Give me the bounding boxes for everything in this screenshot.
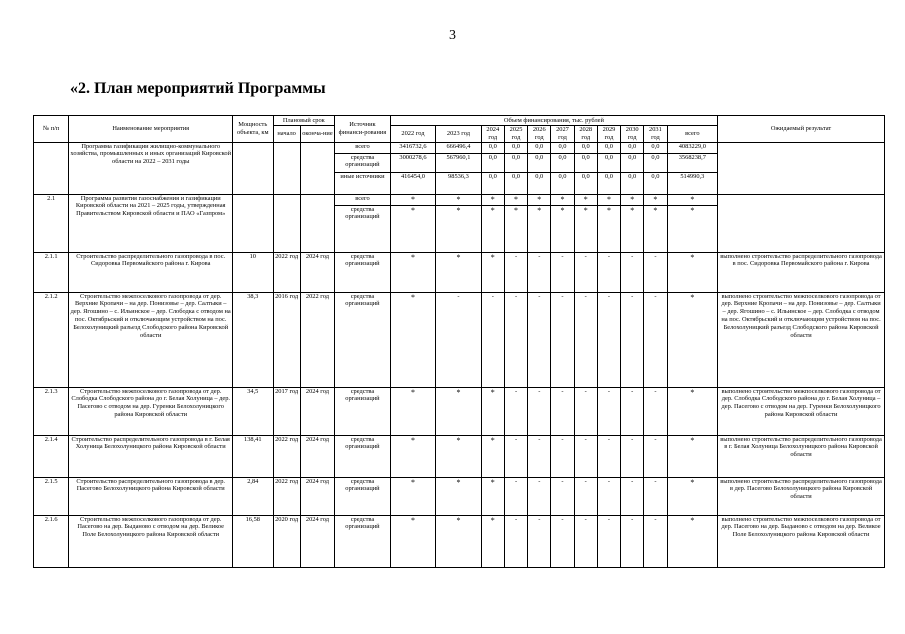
row-start: 2022 год xyxy=(273,477,300,515)
row-capacity xyxy=(233,142,273,194)
funding-value: - xyxy=(504,387,527,435)
row-source: средства организаций xyxy=(335,292,391,387)
funding-value: 0,0 xyxy=(621,172,644,194)
funding-value: - xyxy=(597,477,620,515)
funding-value: * xyxy=(481,194,504,205)
row-source: иные источники xyxy=(335,172,391,194)
funding-value: - xyxy=(504,515,527,567)
funding-value: 0,0 xyxy=(574,142,597,153)
funding-value: * xyxy=(551,194,574,205)
funding-value: * xyxy=(481,387,504,435)
funding-value: - xyxy=(597,515,620,567)
funding-value: - xyxy=(504,252,527,292)
funding-value: * xyxy=(621,194,644,205)
funding-value: * xyxy=(390,477,435,515)
header-end: оконча-ние xyxy=(300,126,334,143)
funding-value: - xyxy=(551,435,574,477)
header-capacity: Мощность объекта, км xyxy=(233,116,273,143)
funding-value: * xyxy=(667,194,718,205)
row-end: 2024 год xyxy=(300,515,334,567)
row-number: 2.1.2 xyxy=(34,292,69,387)
funding-value: - xyxy=(621,477,644,515)
row-capacity: 2,84 xyxy=(233,477,273,515)
funding-value: 0,0 xyxy=(528,172,551,194)
row-capacity: 16,58 xyxy=(233,515,273,567)
row-capacity: 34,5 xyxy=(233,387,273,435)
funding-value: - xyxy=(644,252,667,292)
funding-value: * xyxy=(644,205,667,252)
row-end: 2024 год xyxy=(300,435,334,477)
row-source: всего xyxy=(335,194,391,205)
funding-value: * xyxy=(667,292,718,387)
funding-value: 0,0 xyxy=(574,153,597,172)
funding-value: 0,0 xyxy=(597,172,620,194)
row-name: Строительство межпоселкового газопровода от дер. Пасегово на дер. Быданово с отводом на дер. Великое Поле Белохолуницкого района Кировской области xyxy=(69,515,233,567)
row-number xyxy=(34,142,69,194)
row-capacity: 138,41 xyxy=(233,435,273,477)
header-source: Источник финанси-рования xyxy=(335,116,391,143)
funding-value: * xyxy=(667,477,718,515)
funding-value: 0,0 xyxy=(481,172,504,194)
funding-value: - xyxy=(574,477,597,515)
row-end xyxy=(300,194,334,252)
funding-value: * xyxy=(481,205,504,252)
funding-value: 0,0 xyxy=(504,153,527,172)
row-source: средства организаций xyxy=(335,477,391,515)
header-start: начало xyxy=(273,126,300,143)
row-result: выполнено строительство межпоселкового газопровода от дер. Верхние Кропачи – на дер. Понизовье – дер. Салтыки – дер. Ягошино – с. Ильинское – дер. Слободка с отводом на пос. Октябрьский и отключающим устройством на пос. Белохолуницкий разъезд Слободского района Кировской области xyxy=(718,292,885,387)
row-number: 2.1 xyxy=(34,194,69,252)
funding-value: 0,0 xyxy=(504,142,527,153)
funding-value: - xyxy=(436,292,481,387)
header-num: № п/п xyxy=(34,116,69,143)
funding-value: - xyxy=(528,387,551,435)
funding-value: - xyxy=(528,252,551,292)
funding-value: * xyxy=(390,515,435,567)
row-source: средства организаций xyxy=(335,515,391,567)
funding-value: 3568238,7 xyxy=(667,153,718,172)
funding-value: - xyxy=(551,292,574,387)
funding-value: * xyxy=(481,252,504,292)
funding-value: - xyxy=(574,252,597,292)
funding-value: * xyxy=(481,515,504,567)
row-result: выполнено строительство межпоселкового газопровода от дер. Слободка Слободского района до г. Белая Холуница – дер. Пасегово с отводом на дер. Гуренки Белохолуницкого района Кировской области xyxy=(718,387,885,435)
funding-value: * xyxy=(436,515,481,567)
row-name: Программа газификации жилищно-коммунального хозяйства, промышленных и иных организаций Кировской области на 2022 – 2031 годы xyxy=(69,142,233,194)
funding-value: - xyxy=(504,477,527,515)
funding-value: * xyxy=(436,194,481,205)
funding-value: * xyxy=(390,252,435,292)
row-capacity: 38,3 xyxy=(233,292,273,387)
table-row xyxy=(34,435,885,477)
row-start: 2022 год xyxy=(273,252,300,292)
funding-value: * xyxy=(390,205,435,252)
row-start xyxy=(273,142,300,194)
funding-value: 0,0 xyxy=(597,153,620,172)
row-name: Строительство межпоселкового газопровода от дер. Слободка Слободского района до г. Белая Холуница – дер. Пасегово с отводом на дер. Гуренки Белохолуницкого района Кировской области xyxy=(69,387,233,435)
funding-value: 514990,3 xyxy=(667,172,718,194)
funding-value: - xyxy=(528,292,551,387)
row-end xyxy=(300,142,334,194)
row-end: 2022 год xyxy=(300,292,334,387)
funding-value: 4083229,0 xyxy=(667,142,718,153)
header-year: 2022 год xyxy=(390,126,435,143)
funding-value: 0,0 xyxy=(644,172,667,194)
row-source: средства организаций xyxy=(335,153,391,172)
funding-value: * xyxy=(504,194,527,205)
funding-value: - xyxy=(597,387,620,435)
funding-value: - xyxy=(528,477,551,515)
row-result: выполнено строительство распределительного газопровода в дер. Пасегово Белохолуницкого района Кировской области xyxy=(718,477,885,515)
funding-value: * xyxy=(551,205,574,252)
row-name: Программа развития газоснабжения и газификации Кировской области на 2021 – 2025 годы, утвержденная Правительством Кировской области и ПАО «Газпром» xyxy=(69,194,233,252)
funding-value: - xyxy=(644,477,667,515)
table-row xyxy=(34,292,885,387)
funding-value: - xyxy=(528,515,551,567)
funding-value: - xyxy=(621,435,644,477)
funding-value: - xyxy=(551,515,574,567)
funding-value: - xyxy=(644,435,667,477)
funding-value: * xyxy=(667,387,718,435)
plan-table xyxy=(33,115,885,568)
funding-value: * xyxy=(390,292,435,387)
funding-value: 0,0 xyxy=(621,153,644,172)
table-row xyxy=(34,387,885,435)
table-row xyxy=(34,515,885,567)
header-year: 2030 год xyxy=(621,126,644,143)
funding-value: 0,0 xyxy=(528,142,551,153)
row-end: 2024 год xyxy=(300,477,334,515)
row-result xyxy=(718,142,885,194)
row-result xyxy=(718,194,885,252)
funding-value: - xyxy=(621,515,644,567)
funding-value: * xyxy=(390,194,435,205)
table-row xyxy=(34,252,885,292)
funding-value: * xyxy=(667,252,718,292)
funding-value: - xyxy=(621,387,644,435)
funding-value: - xyxy=(551,477,574,515)
header-year: 2029 год xyxy=(597,126,620,143)
funding-value: * xyxy=(644,194,667,205)
header-result: Ожидаемый результат xyxy=(718,116,885,143)
funding-value: - xyxy=(574,387,597,435)
header-year: 2027 год xyxy=(551,126,574,143)
funding-value: * xyxy=(667,515,718,567)
row-name: Строительство распределительного газопровода в г. Белая Холуница Белохолуницкого района Кировской области xyxy=(69,435,233,477)
funding-value: * xyxy=(574,205,597,252)
page-title: «2. План мероприятий Программы xyxy=(70,80,326,97)
row-start xyxy=(273,194,300,252)
row-source: средства организаций xyxy=(335,387,391,435)
funding-value: * xyxy=(436,477,481,515)
row-number: 2.1.3 xyxy=(34,387,69,435)
funding-value: * xyxy=(667,435,718,477)
funding-value: - xyxy=(621,252,644,292)
funding-value: * xyxy=(504,205,527,252)
funding-value: 98536,3 xyxy=(436,172,481,194)
header-year: 2028 год xyxy=(574,126,597,143)
funding-value: * xyxy=(390,387,435,435)
funding-value: - xyxy=(551,252,574,292)
funding-value: * xyxy=(481,477,504,515)
funding-value: * xyxy=(574,194,597,205)
funding-value: - xyxy=(574,435,597,477)
row-start: 2016 год xyxy=(273,292,300,387)
row-source: всего xyxy=(335,142,391,153)
row-source: средства организаций xyxy=(335,205,391,252)
funding-value: - xyxy=(504,292,527,387)
row-end: 2024 год xyxy=(300,252,334,292)
funding-value: - xyxy=(574,515,597,567)
header-year: 2025 год xyxy=(504,126,527,143)
row-result: выполнено строительство межпоселкового газопровода от дер. Пасегово на дер. Быданово с отводом на дер. Великое Поле Белохолуницкого района Кировской области xyxy=(718,515,885,567)
header-funding: Объем финансирования, тыс. рублей xyxy=(390,116,717,126)
funding-value: * xyxy=(621,205,644,252)
funding-value: - xyxy=(644,292,667,387)
funding-value: - xyxy=(644,387,667,435)
funding-value: 3416732,6 xyxy=(390,142,435,153)
funding-value: 0,0 xyxy=(504,172,527,194)
funding-value: * xyxy=(667,205,718,252)
funding-value: * xyxy=(390,435,435,477)
funding-value: - xyxy=(551,387,574,435)
row-number: 2.1.5 xyxy=(34,477,69,515)
funding-value: * xyxy=(436,435,481,477)
funding-value: - xyxy=(597,292,620,387)
funding-value: - xyxy=(621,292,644,387)
funding-value: - xyxy=(528,435,551,477)
funding-value: 3000278,6 xyxy=(390,153,435,172)
funding-value: * xyxy=(436,252,481,292)
funding-value: * xyxy=(436,387,481,435)
funding-value: - xyxy=(597,435,620,477)
row-number: 2.1.6 xyxy=(34,515,69,567)
header-total: всего xyxy=(667,126,718,143)
funding-value: 0,0 xyxy=(481,153,504,172)
header-year: 2023 год xyxy=(436,126,481,143)
funding-value: * xyxy=(597,194,620,205)
row-name: Строительство распределительного газопровода в дер. Пасегово Белохолуницкого района Кировской области xyxy=(69,477,233,515)
funding-value: * xyxy=(481,435,504,477)
funding-value: 567960,1 xyxy=(436,153,481,172)
funding-value: * xyxy=(436,205,481,252)
row-result: выполнено строительство распределительного газопровода в г. Белая Холуница Белохолуницкого района Кировской области xyxy=(718,435,885,477)
funding-value: - xyxy=(574,292,597,387)
row-capacity: 10 xyxy=(233,252,273,292)
funding-value: 0,0 xyxy=(574,172,597,194)
funding-value: * xyxy=(528,205,551,252)
funding-value: 0,0 xyxy=(644,142,667,153)
funding-value: - xyxy=(504,435,527,477)
funding-value: - xyxy=(644,515,667,567)
funding-value: 416454,0 xyxy=(390,172,435,194)
row-start: 2017 год xyxy=(273,387,300,435)
funding-value: 0,0 xyxy=(644,153,667,172)
funding-value: - xyxy=(597,252,620,292)
row-number: 2.1.4 xyxy=(34,435,69,477)
row-result: выполнено строительство распределительного газопровода в пос. Сидоровка Первомайского района г. Кирова xyxy=(718,252,885,292)
row-name: Строительство распределительного газопровода в пос. Сидоровка Первомайского района г. Кирова xyxy=(69,252,233,292)
funding-value: 0,0 xyxy=(597,142,620,153)
funding-value: 0,0 xyxy=(551,142,574,153)
funding-value: 666496,4 xyxy=(436,142,481,153)
header-name: Наименование мероприятия xyxy=(69,116,233,143)
row-capacity xyxy=(233,194,273,252)
program-row xyxy=(34,142,885,153)
row-source: средства организаций xyxy=(335,435,391,477)
funding-value: - xyxy=(481,292,504,387)
funding-value: 0,0 xyxy=(528,153,551,172)
header-year: 2031 год xyxy=(644,126,667,143)
row-start: 2020 год xyxy=(273,515,300,567)
funding-value: 0,0 xyxy=(481,142,504,153)
funding-value: 0,0 xyxy=(621,142,644,153)
funding-value: 0,0 xyxy=(551,153,574,172)
row-start: 2022 год xyxy=(273,435,300,477)
row-end: 2024 год xyxy=(300,387,334,435)
row-name: Строительство межпоселкового газопровода от дер. Верхние Кропачи – на дер. Понизовье – дер. Салтыки – дер. Ягошино – с. Ильинское – дер. Слободка с отводом на пос. Октябрьский и отключающим устройством на пос. Белохолуницкий разъезд Слободского района Кировской области xyxy=(69,292,233,387)
funding-value: 0,0 xyxy=(551,172,574,194)
table-row xyxy=(34,477,885,515)
funding-value: * xyxy=(528,194,551,205)
row-source: средства организаций xyxy=(335,252,391,292)
page-number: 3 xyxy=(449,28,456,43)
section-row xyxy=(34,194,885,205)
header-year: 2026 год xyxy=(528,126,551,143)
row-number: 2.1.1 xyxy=(34,252,69,292)
funding-value: * xyxy=(597,205,620,252)
header-year: 2024 год xyxy=(481,126,504,143)
header-period: Плановый срок xyxy=(273,116,335,126)
